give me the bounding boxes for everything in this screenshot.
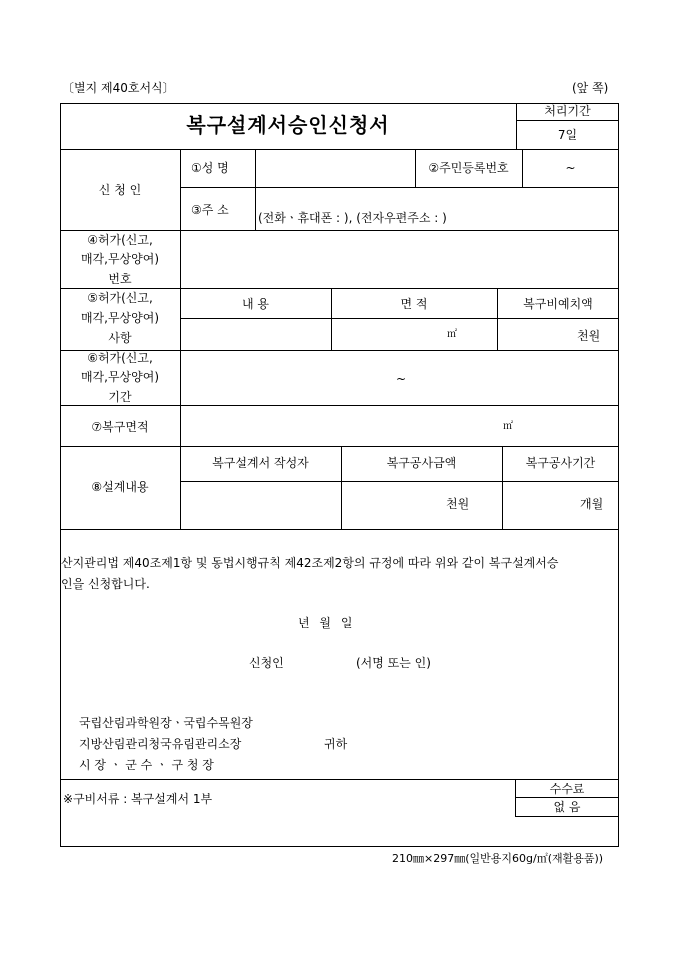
permit-period-label: ⑥허가(신고, bbox=[87, 351, 153, 365]
required-documents: ※구비서류 : 복구설계서 1부 bbox=[63, 792, 213, 806]
processing-period-value: 7일 bbox=[557, 128, 578, 142]
permit-period-field[interactable]: ~ bbox=[396, 372, 407, 386]
divider bbox=[60, 779, 619, 780]
recipient-line: 국립산림과학원장ㆍ국립수목원장 bbox=[79, 716, 253, 730]
permit-items-label: ⑤허가(신고, bbox=[87, 291, 153, 305]
deposit-unit: 천원 bbox=[577, 329, 601, 343]
divider bbox=[60, 446, 619, 447]
construction-period-header: 복구공사기간 bbox=[525, 456, 596, 470]
divider bbox=[60, 529, 619, 530]
divider bbox=[60, 288, 619, 289]
address-label: ③주 소 bbox=[191, 203, 229, 217]
resident-number-field[interactable]: ~ bbox=[565, 161, 576, 175]
recipient-line: 시 장 ㆍ 군 수 ㆍ 구 청 장 bbox=[79, 758, 214, 772]
application-date[interactable]: 년 월 일 bbox=[298, 616, 353, 630]
permit-items-label: 매각,무상양여) bbox=[80, 311, 160, 325]
applicant-label: 신 청 인 bbox=[98, 183, 142, 197]
paper-spec: 210㎜×297㎜(일반용지60g/㎡(재활용품)) bbox=[392, 852, 604, 865]
form-number: 〔별지 제40호서식〕 bbox=[62, 81, 175, 95]
recipient-line: 지방산림관리청국유림관리소장 bbox=[79, 737, 242, 751]
construction-amount-header: 복구공사금액 bbox=[386, 456, 457, 470]
content-column-header: 내 용 bbox=[242, 297, 269, 311]
deposit-column-header: 복구비예치액 bbox=[523, 297, 593, 311]
permit-period-label: 매각,무상양여) bbox=[80, 370, 160, 384]
design-content-label: ⑧설계내용 bbox=[91, 480, 149, 494]
applicant-signature-label: 신청인 bbox=[249, 656, 284, 670]
name-label: ①성 명 bbox=[191, 161, 229, 175]
form-title: 복구설계서승인신청서 bbox=[186, 113, 390, 137]
name-field[interactable] bbox=[256, 150, 414, 186]
content-field[interactable] bbox=[181, 319, 330, 349]
processing-period-label: 처리기간 bbox=[544, 104, 591, 118]
permit-number-label: 번호 bbox=[108, 272, 132, 286]
permit-items-label: 사항 bbox=[108, 331, 132, 345]
permit-number-label: 매각,무상양여) bbox=[80, 252, 160, 266]
divider bbox=[515, 816, 619, 817]
permit-number-field[interactable] bbox=[181, 231, 618, 287]
divider bbox=[515, 797, 619, 798]
signature-or-seal: (서명 또는 인) bbox=[356, 656, 431, 670]
design-writer-header: 복구설계서 작성자 bbox=[212, 456, 309, 470]
divider bbox=[60, 405, 619, 406]
fee-label: 수수료 bbox=[549, 782, 585, 796]
statement-text: 인을 신청합니다. bbox=[61, 577, 150, 591]
resident-number-label: ②주민등록번호 bbox=[428, 161, 509, 175]
area-column-header: 면 적 bbox=[400, 297, 428, 311]
construction-period-unit: 개월 bbox=[580, 497, 604, 511]
statement-text: 산지관리법 제40조제1항 및 동법시행규칙 제42조제2항의 규정에 따라 위와 같이 복구설계서승 bbox=[61, 556, 559, 570]
page-side-label: (앞 쪽) bbox=[572, 81, 609, 95]
honorific: 귀하 bbox=[324, 737, 348, 751]
construction-amount-unit: 천원 bbox=[446, 497, 470, 511]
permit-period-label: 기간 bbox=[108, 390, 132, 404]
permit-number-label: ④허가(신고, bbox=[87, 233, 153, 247]
address-contact-field[interactable]: (전화ㆍ휴대폰 : ), (전자우편주소 : ) bbox=[258, 211, 447, 225]
restoration-area-field[interactable]: ㎡ bbox=[503, 421, 513, 432]
divider bbox=[180, 187, 619, 188]
area-unit: ㎡ bbox=[447, 329, 457, 340]
divider bbox=[516, 120, 619, 121]
restoration-area-label: ⑦복구면적 bbox=[91, 420, 149, 434]
design-writer-field[interactable] bbox=[181, 482, 340, 528]
fee-value: 없 음 bbox=[553, 800, 581, 814]
